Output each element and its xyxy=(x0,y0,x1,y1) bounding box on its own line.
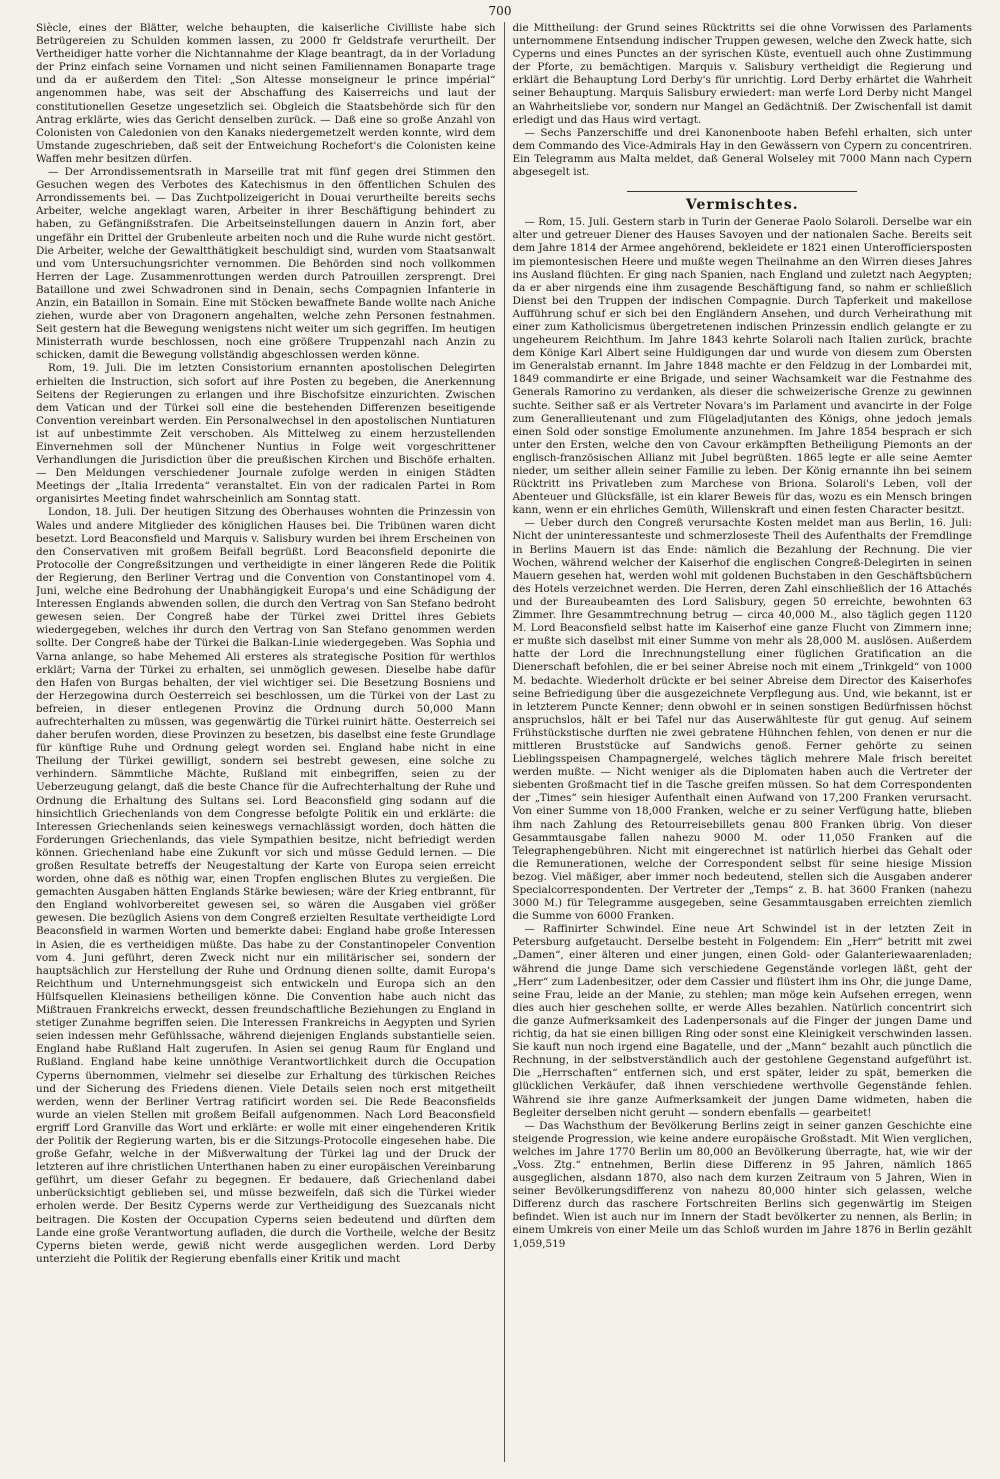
article-paragraph: — Rom, 15. Juli. Gestern starb in Turin der Generae Paolo Solaroli. Derselbe war ein alter und getreuer Diener des Hauses Savoyen und der nationalen Sache. Bereits seit dem Jahre 1814 der Armee angehörend, bekleidete er 1821 einen Unterofficiersposten im piemontesischen Heere und mußte wegen Theilnahme an den Wirren dieses Jahres ins Ausland flüchten. Er ging nach Spanien, nach England und zuletzt nach Aegypten; da er aber nirgends eine ihm zusagende Beschäftigung fand, so nahm er schließlich Dienst bei den Truppen der indischen Compagnie. Durch Tapferkeit und makellose Aufführung schuf er sich bei den Engländern Ansehen, und durch Verheirathung mit einer zum Katholicismus übergetretenen indischen Prinzessin endlich gelangte er zu ungeheurem Reichthum. Im Jahre 1843 kehrte Solaroli nach Italien zurück, brachte dem Könige Karl Albert seine Huldigungen dar und wurde von diesem zum Obersten im Generalstab ernannt. Im Jahre 1848 machte er den Feldzug in der Lombardei mit, 1849 commandirte er eine Brigade, und seiner Wachsamkeit war die Festnahme des Generals Ramorino zu verdanken, als dieser die schweizerische Grenze zu gewinnen suchte. Seither saß er als Vertreter Novara's im Parlament und avancirte in der Folge zum Generallieutenant und zum Flügeladjutanten des Königs, ohne jedoch jemals einen Sold oder sonstige Emolumente anzunehmen. Im Jahre 1854 besprach er sich unter den Ersten, welche den von Cavour erkämpften Betheiligung Piemonts an der englisch-französischen Allianz mit Jubel begrüßten. 1865 legte er alle seine Aemter nieder, um seither allein seiner Familie zu leben. Der König ernannte ihn bei seinem Rücktritt ins Privatleben zum Marchese von Briona. Solaroli's Leben, voll der Abenteuer und Glücksfälle, ist ein klarer Beweis für das, wozu es ein Mensch bringen kann, wenn er ein ehrliches Gemüth, Willenskraft und einen festen Character besitzt. xyxy=(512,216,972,517)
right-column xyxy=(504,22,973,1462)
article-paragraph: — Der Arrondissementsrath in Marseille trat mit fünf gegen drei Stimmen den Gesuchen wegen des Verbotes des Katechismus in den öffentlichen Schulen des Arrondissements bei. — Das Zuchtpolizeigericht in Douai verurtheilte bereits sechs Arbeiter, welche angeklagt waren, Arbeiter in ihrer Beschäftigung behindert zu haben, zu Gefängnißstrafen. Die Arbeitseinstellungen dauern in Anzin fort, aber ungefähr ein Drittel der Grubenleute arbeiten noch und die Ruhe wurde nicht gestört. Die Arbeiter, welche der Gewaltthätigkeit beschuldigt sind, wurden vom Staatsanwalt und vom Untersuchungsrichter vernommen. Die Behörden sind noch vollkommen Herren der Lage. Zusammenrottungen werden durch Patrouillen zersprengt. Drei Bataillone und zwei Schwadronen sind in Denain, sechs Compagnien Infanterie in Anzin, ein Bataillon in Somain. Eine mit Stöcken bewaffnete Bande wollte nach Aniche ziehen, wurde aber von Dragonern angehalten, welche zehn Personen festnahmen. Seit gestern hat die Bewegung wenigstens nicht weiter um sich gegriffen. Im heutigen Ministerrath wurde beschlossen, noch eine größere Truppenzahl nach Anzin zu schicken, damit die Bewegung vollständig abgeschlossen werden könne. xyxy=(36,166,496,362)
article-paragraph: — Raffinirter Schwindel. Eine neue Art Schwindel ist in der letzten Zeit in Petersburg aufgetaucht. Derselbe besteht in Folgendem: Ein „Herr“ betritt mit zwei „Damen“, einer älteren und einer jungen, einen Gold- oder Galanteriewaarenladen; während die junge Dame sich verschiedene Gegenstände vorlegen läßt, geht der „Herr“ zum Ladenbesitzer, oder dem Cassier und flüstert ihm ins Ohr, die junge Dame, seine Frau, leide an der Manie, zu stehlen; man möge kein Aufsehen erregen, wenn dies auch hier geschehen sollte, er werde Alles bezahlen. Natürlich concentrirt sich die ganze Aufmerksamkeit des Ladenpersonals auf die Finger der jungen Dame und richtig, da hat sie einen billigen Ring oder sonst eine Kleinigkeit verschwinden lassen. Sie kauft nun noch irgend eine Bagatelle, und der „Mann“ bezahlt auch pünctlich die Rechnung, in der selbstverständlich auch der gestohlene Gegenstand aufgeführt ist. Die „Herrschaften“ entfernen sich, und erst später, leider zu spät, bemerken die glücklichen Verkäufer, daß ihnen verschiedene werthvolle Gegenstände fehlen. Während sie ihre ganze Aufmerksamkeit der jungen Dame widmeten, haben die Begleiter derselben nicht geruht — sondern ebenfalls — gearbeitet! xyxy=(512,923,972,1119)
article-paragraph: London, 18. Juli. Der heutigen Sitzung des Oberhauses wohnten die Prinzessin von Wales und andere Mitglieder des königlichen Hauses bei. Die Tribünen waren dicht besetzt. Lord Beaconsfield und Marquis v. Salisbury wurden bei ihrem Erscheinen von den Conservativen mit großem Beifall begrüßt. Lord Beaconsfield deponirte die Protocolle der Congreßsitzungen und vertheidigte in einer längeren Rede die Politik der Regierung, den Berliner Vertrag und die Convention von Constantinopel vom 4. Juni, welche eine Bedrohung der Unabhängigkeit Europa's und eine Schädigung der Interessen Englands abwenden sollen, die durch den Vertrag von San Stefano bedroht gewesen seien. Der Congreß habe der Türkei zwei Drittel ihres Gebiets wiedergegeben, welches ihr durch den Vertrag von San Stefano genommen werden sollte. Der Congreß habe der Türkei die Balkan-Linie wiedergegeben. Was Sophia und Varna anlange, so habe Mehemed Ali ersteres als strategische Position für werthlos erklärt; Varna der Türkei zu erhalten, sei unmöglich gewesen. Dieselbe habe dafür den Hafen von Burgas behalten, der viel wichtiger sei. Die Besetzung Bosniens und der Herzegowina durch Oesterreich sei beschlossen, um die Türkei von der Last zu befreien, in dieser entlegenen Provinz die Ordnung durch 50,000 Mann aufrechterhalten zu müssen, was gegenwärtig die Türkei ruinirt hätte. Oesterreich sei daher berufen worden, diese Provinzen zu besetzen, bis daselbst eine feste Grundlage für künftige Ruhe und Ordnung gelegt worden sei. England habe nicht in eine Theilung der Türkei gewilligt, sondern sei bestrebt gewesen, eine solche zu verhindern. Sämmtliche Mächte, Rußland mit einbegriffen, seien zu der Ueberzeugung gelangt, daß die beste Chance für die Aufrechterhaltung der Ruhe und Ordnung die Erhaltung des Sultans sei. Lord Beaconsfield ging sodann auf die hinsichtlich Griechenlands von dem Congresse befolgte Politik ein und erklärte: die Interessen Griechenlands seien keineswegs vernachlässigt worden, doch hätten die Forderungen Griechenlands, das viele Sympathien besitze, nicht befriedigt werden können. Griechenland habe eine Zukunft vor sich und müsse Geduld lernen. — Die großen Resultate betreffs der Neugestaltung der Karte von Europa seien erreicht worden, ohne daß es nöthig war, einen Tropfen englischen Blutes zu vergießen. Die gemachten Ausgaben hätten Englands Stärke bewiesen; wäre der Krieg entbrannt, für den England wohlvorbereitet gewesen sei, so wären die Ausgaben viel größer gewesen. Die bezüglich Asiens von dem Congreß erzielten Resultate vertheidigte Lord Beaconsfield in warmen Worten und bemerkte dabei: England habe große Interessen in Asien, die es vertheidigen müßte. Das habe zu der Constantinopeler Convention vom 4. Juni geführt, deren Zweck nicht nur ein militärischer sei, sondern der hauptsächlich zur Herstellung der Ruhe und Ordnung dienen sollte, damit Europa's Reichthum und Unternehmungsgeist sich entwickeln und Europa sich an den Hülfsquellen Kleinasiens betheiligen könne. Die Convention habe auch nicht das Mißtrauen Frankreichs erweckt, dessen freundschaftliche Beziehungen zu England in stetiger Zunahme begriffen seien. Die Interessen Frankreichs in Aegypten und Syrien seien indessen mehr Gefühlssache, während diejenigen Englands substantielle seien. England habe Rußland Halt zugerufen. In Asien sei genug Raum für England und Rußland. England habe keine unnöthige Verantwortlichkeit durch die Occupation Cyperns übernommen, vielmehr sei dieselbe zur Erhaltung des türkischen Reiches und der Sicherung des Friedens dienen. Viele Details seien noch erst mitgetheilt werden, wenn der Berliner Vertrag ratificirt worden sei. Die Rede Beaconsfields wurde an vielen Stellen mit großem Beifall aufgenommen. Nach Lord Beaconsfield ergriff Lord Granville das Wort und erklärte: er wolle mit einer eingehenderen Kritik der Politik der Regierung warten, bis er die Sitzungs-Protocolle eingesehen habe. Die große Gefahr, welche in der Mißverwaltung der Türkei lag und der Druck der letzteren auf ihre christlichen Unterthanen haben zu einer europäischen Vereinbarung geführt, um dieser Gefahr zu begegnen. Er bedauere, daß Griechenland dabei unberücksichtigt geblieben sei, und müsse bezweifeln, daß sich die Türkei wieder erholen werde. Der Besitz Cyperns werde zur Vertheidigung des Suezcanals nicht beitragen. Die Kosten der Occupation Cyperns seien bedeutend und dürften dem Lande eine große Verantwortung aufladen, die durch die Vortheile, welche der Besitz Cyperns bieten werde, gewiß nicht werde ausgeglichen werden. Lord Derby unterzieht die Politik der Regierung ebenfalls einer Kritik und macht xyxy=(36,506,496,1265)
article-paragraph: — Ueber durch den Congreß verursachte Kosten meldet man aus Berlin, 16. Juli: Nicht der uninteressanteste und schmerzloseste Theil des Aufenthalts der Fremdlinge in Berlins Mauern ist das Ende: nämlich die Bezahlung der Rechnung. Die vier Wochen, während welcher der Kaiserhof die englischen Congreß-Delegirten in seinen Mauern gesehen hat, werden wohl mit goldenen Buchstaben in den Geschäftsbüchern des Hotels verzeichnet werden. Die Herren, deren Zahl einschließlich der 16 Attachés und der Bureaubeamten des Lord Salisbury, gegen 50 erreichte, bewohnten 63 Zimmer. Ihre Gesammtrechnung betrug — circa 40,000 M., also täglich gegen 1120 M. Lord Beaconsfield selbst hatte im Kaiserhof eine ganze Flucht von Zimmern inne; er mußte sich daselbst mit einer Summe von mehr als 28,000 M. auslösen. Außerdem hatte der Lord die Inrechnungstellung einer füglichen Gratification an die Dienerschaft befohlen, die er bei seiner Abreise noch mit einem „Trinkgeld“ von 1000 M. bedachte. Wiederholt drückte er bei seiner Abreise dem Director des Kaiserhofes seine Befriedigung über die ausgezeichnete Verpflegung aus. Und, wie bekannt, ist er in letzterem Puncte Kenner; denn obwohl er in seinen sonstigen Bedürfnissen höchst anspruchslos, hält er bei Tafel nur das Auserwählteste für gut genug. Auf seinem Frühstückstische durften nie zwei gebratene Hühnchen fehlen, von denen er nur die mittleren Bruststücke auf Sandwichs genoß. Ferner gehörte zu seinen Lieblingsspeisen Champagnergelé, welches täglich mehrere Male frisch bereitet werden mußte. — Nicht weniger als die Diplomaten haben auch die Vertreter der siebenten Großmacht tief in die Tasche greifen müssen. So hat dem Correspondenten der „Times“ sein hiesiger Aufenthalt einen Aufwand von 17,200 Franken verursacht. Von einer Summe von 18,000 Franken, welche er zu seiner Verfügung hatte, blieben ihm nach Zahlung des Retourreisebillets genau 800 Franken übrig. Von dieser Gesammtausgabe fallen nahezu 9000 M. oder 11,050 Franken auf die Telegraphengebühren. Nicht mit eingerechnet ist natürlich hierbei das Gehalt oder die Remunerationen, welche der Correspondent selbst für seine hiesige Mission bezog. Viel mäßiger, aber immer noch bedeutend, stellen sich die Ausgaben anderer Specialcorrespondenten. Der Vertreter der „Temps“ z. B. hat 3600 Franken (nahezu 3000 M.) für Telegramme ausgegeben, seine Gesammtausgaben erreichten ziemlich die Summe von 6000 Franken. xyxy=(512,517,972,923)
columns xyxy=(36,22,972,1462)
article-paragraph: die Mittheilung: der Grund seines Rücktritts sei die ohne Vorwissen des Parlaments unternommene Entsendung indischer Truppen gewesen, welche den Zweck hatte, sich Cyperns und eines Punctes an der syrischen Küste, eventuell auch ohne Zustimmung der Pforte, zu bemächtigen. Marquis v. Salisbury vertheidigt die Regierung und erklärt die Behauptung Lord Derby's für unrichtig. Lord Derby erhärtet die Wahrheit seiner Behauptung. Marquis Salisbury erwiedert: man werfe Lord Derby nicht Mangel an Wahrheitsliebe vor, sondern nur Mangel an Gedächtniß. Der Zwischenfall ist damit erledigt und das Haus wird vertagt. xyxy=(512,22,972,126)
article-paragraph: Siècle, eines der Blätter, welche behaupten, die kaiserliche Civilliste habe sich Betrügereien zu Schulden kommen lassen, zu 2000 fr Geldstrafe verurtheilt. Der Vertheidiger hatte vorher die Nichtannahme der Klage beantragt, da in der Vorladung der Prinz einfach seine Vornamen und nicht seinen Familiennamen Bonaparte trage und da er außerdem den Titel: „Son Altesse monseigneur le prince impérial“ angenommen habe, was seit der Abschaffung des Kaiserreichs und laut der constitutionellen Gesetze ungesetzlich sei. Obgleich die Staatsbehörde sich für den Antrag erklärte, wies das Gericht denselben zurück. — Daß eine so große Anzahl von Colonisten von Caledonien von den Kanaks niedergemetzelt werden konnte, wird dem Umstande zugeschrieben, daß seit der Entweichung Rochefort's die Colonisten keine Waffen mehr besitzen dürfen. xyxy=(36,22,496,165)
article-paragraph: Rom, 19. Juli. Die im letzten Consistorium ernannten apostolischen Delegirten erhielten die Instruction, sich sofort auf ihre Posten zu begeben, die Anerkennung Seitens der Regierungen zu erlangen und ihre Bischofsitze einzurichten. Zwischen dem Vatican und der Türkei soll eine die bestehenden Differenzen beseitigende Convention vereinbart werden. Ein Personalwechsel in den apostolischen Nuntiaturen ist auf unbestimmte Zeit verschoben. Als Mittelweg zu einem herzustellenden Einvernehmen soll der Münchener Nuntius in Folge weit vorgeschrittener Verhandlungen die Jurisdiction über die preußischen Kirchen und Bischöfe erhalten. — Den Meldungen verschiedener Journale zufolge werden in einigen Städten Meetings der „Italia Irredenta“ veranstaltet. Ein von der radicalen Partei in Rom organisirtes Meeting findet wahrscheinlich am Sonntag statt. xyxy=(36,362,496,506)
article-paragraph: — Sechs Panzerschiffe und drei Kanonenboote haben Befehl erhalten, sich unter dem Commando des Vice-Admirals Hay in den Gewässern von Cypern zu concentriren. Ein Telegramm aus Malta meldet, daß General Wolseley mit 7000 Mann nach Cypern abgesegelt ist. xyxy=(512,126,972,179)
left-column xyxy=(36,22,504,1462)
article-paragraph: — Das Wachsthum der Bevölkerung Berlins zeigt in seiner ganzen Geschichte eine steigende Progression, wie keine andere europäische Großstadt. Mit Wien verglichen, welches im Jahre 1770 Berlin um 80,000 an Bevölkerung überragte, hat, wie wir der „Voss. Ztg.“ entnehmen, Berlin diese Differenz in 95 Jahren, nämlich 1865 ausgeglichen, alsdann 1870, also nach dem kurzen Zeitraum von 5 Jahren, Wien in seiner Bevölkerungsdifferenz von nahezu 80,000 hinter sich gelassen, welche Differenz durch das raschere Fortschreiten Berlins sich gegenwärtig im Steigen befindet. Wien ist auch nur im Innern der Stadt bevölkerter zu nennen, als Berlin; in einem Umkreis von einer Meile um das Schloß wurden im Jahre 1876 in Berlin gezählt 1,059,519 xyxy=(512,1119,972,1250)
page-number: 700 xyxy=(488,4,512,18)
section-title: Vermischtes. xyxy=(513,191,973,212)
